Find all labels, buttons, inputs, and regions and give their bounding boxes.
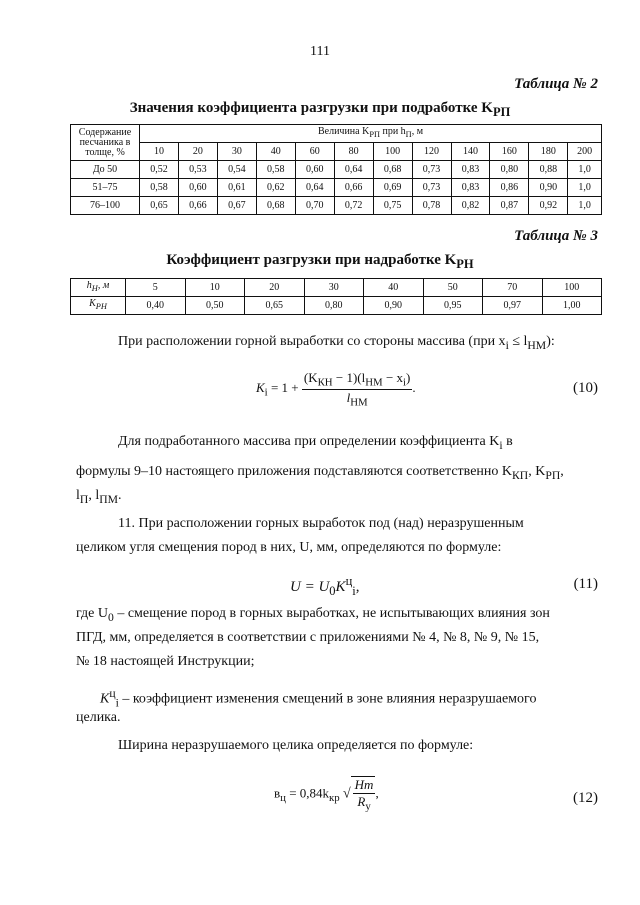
table3-col-header: 70 [483, 279, 543, 297]
table2-cell: 0,60 [178, 179, 217, 197]
table2-cell: 0,53 [178, 161, 217, 179]
table2-cell: 0,86 [490, 179, 529, 197]
table3-header-h: $h_Н$, м [71, 279, 126, 297]
table2-cell: 0,62 [256, 179, 295, 197]
table3-header-k: $K_{РН}$ [71, 297, 126, 315]
paragraph-2: Для подработанного массива при определении коэффициента $K_i$ в [118, 434, 513, 452]
table2-cell: 0,52 [140, 161, 179, 179]
table2-col-header: 180 [529, 143, 568, 161]
paragraph-5: 11. При расположении горных выработок под (над) неразрушенным [118, 516, 524, 531]
table3 [70, 278, 602, 315]
table2-cell: 1,0 [568, 179, 602, 197]
equation-10-number: (10) [573, 380, 598, 396]
table2-cell: 0,64 [295, 179, 334, 197]
table2-cell: 0,66 [334, 179, 373, 197]
table-row [71, 197, 602, 215]
equation-10: $K_i = 1$ + $\frac{(K_{КН} - 1)(l_{НМ} - x_i)}{l_{НМ}}$ . [256, 370, 416, 409]
table2-cell: 0,80 [490, 161, 529, 179]
table3-cell: 0,90 [364, 297, 424, 315]
table2-col-header: 140 [451, 143, 490, 161]
table2-cell: 0,73 [412, 179, 451, 197]
table3-cell: 0,95 [423, 297, 483, 315]
table3-cell: 0,97 [483, 297, 543, 315]
table3-col-header: 50 [423, 279, 483, 297]
table2-cell: 0,58 [140, 179, 179, 197]
table2-cell: 0,83 [451, 161, 490, 179]
table3-cell: 0,65 [245, 297, 305, 315]
paragraph-12: Ширина неразрушаемого целика определяется по формуле: [118, 738, 474, 753]
table2-col-header: 40 [256, 143, 295, 161]
table3-col-header: 100 [542, 279, 602, 297]
table3-cell: 0,40 [126, 297, 186, 315]
table2-title: Значения коэффициента разгрузки при подработке $K_{РП}$ [129, 100, 511, 119]
paragraph-4: $l_П$, $l_{ПМ}$. [76, 488, 122, 506]
table2-col-header: 200 [568, 143, 602, 161]
paragraph-3: формулы 9–10 настоящего приложения подставляются соответственно $K_{КП}$, $K_{РП}$, [76, 464, 564, 482]
table-row [71, 161, 602, 179]
table2 [70, 124, 602, 215]
table2-cell: 0,83 [451, 179, 490, 197]
table2-row-label: 76–100 [71, 197, 140, 215]
equation-12-number: (12) [573, 790, 598, 806]
paragraph-8: ПГД, мм, определяется в соответствии с приложениями № 4, № 8, № 9, № 15, [76, 630, 540, 645]
table3-cell: 0,80 [304, 297, 364, 315]
table2-label: Таблица № 2 [514, 76, 598, 92]
table2-cell: 0,82 [451, 197, 490, 215]
table2-cell: 0,68 [256, 197, 295, 215]
table3-label: Таблица № 3 [514, 228, 598, 244]
table-row [71, 179, 602, 197]
table2-cell: 0,72 [334, 197, 373, 215]
page-number: 111 [310, 44, 330, 59]
equation-12: $в_ц = 0,84k_{кр}$ √ $\frac{Hm}{R_у}$ , [274, 777, 379, 813]
table3-cell: 0,50 [185, 297, 245, 315]
table2-row-label: До 50 [71, 161, 140, 179]
paragraph-11: целика. [76, 710, 121, 725]
table2-cell: 0,87 [490, 197, 529, 215]
table2-cell: 0,61 [217, 179, 256, 197]
equation-11: $U = U_0K^ц_i$, [290, 574, 360, 598]
table3-title: Коэффициент разгрузки при надработке $K_{РН}$ [166, 252, 474, 271]
table2-cell: 0,78 [412, 197, 451, 215]
table2-cell: 0,60 [295, 161, 334, 179]
table2-cell: 0,88 [529, 161, 568, 179]
table3-cell: 1,00 [542, 297, 602, 315]
table2-cell: 0,69 [373, 179, 412, 197]
table2-cell: 0,65 [140, 197, 179, 215]
table2-cell: 1,0 [568, 197, 602, 215]
paragraph-1: При расположении горной выработки со стороны массива (при $x_i \le l_{НМ}$): [118, 334, 555, 352]
table3-col-header: 20 [245, 279, 305, 297]
table2-cell: 0,90 [529, 179, 568, 197]
table2-cell: 0,64 [334, 161, 373, 179]
table2-cell: 0,67 [217, 197, 256, 215]
table2-col-header: 100 [373, 143, 412, 161]
table2-col-header: 10 [140, 143, 179, 161]
paragraph-9: № 18 настоящей Инструкции; [76, 654, 255, 669]
table2-col-group: Величина $K_{РП}$ при $h_П$, м [140, 125, 602, 143]
table2-cell: 0,70 [295, 197, 334, 215]
table3-col-header: 30 [304, 279, 364, 297]
paragraph-7: где $U_0$ – смещение пород в горных выработках, не испытывающих влияния зон [76, 606, 550, 624]
table2-col-header: 120 [412, 143, 451, 161]
table2-cell: 0,73 [412, 161, 451, 179]
table2-cell: 0,75 [373, 197, 412, 215]
table2-cell: 0,54 [217, 161, 256, 179]
table2-cell: 0,92 [529, 197, 568, 215]
table2-row-header: Содержание песчаника в толще, % [71, 125, 140, 161]
equation-11-number: (11) [573, 576, 598, 592]
table2-col-header: 30 [217, 143, 256, 161]
table3-col-header: 10 [185, 279, 245, 297]
table2-row-label: 51–75 [71, 179, 140, 197]
table3-col-header: 40 [364, 279, 424, 297]
table3-col-header: 5 [126, 279, 186, 297]
table2-cell: 1,0 [568, 161, 602, 179]
table2-col-header: 80 [334, 143, 373, 161]
table2-cell: 0,66 [178, 197, 217, 215]
paragraph-6: целиком угля смещения пород в них, U, мм, определяются по формуле: [76, 540, 502, 555]
table2-col-header: 20 [178, 143, 217, 161]
paragraph-10: $K^ц_i$ – коэффициент изменения смещений в зоне влияния неразрушаемого [100, 687, 537, 710]
table2-col-header: 160 [490, 143, 529, 161]
table2-cell: 0,68 [373, 161, 412, 179]
table2-col-header: 60 [295, 143, 334, 161]
table2-cell: 0,58 [256, 161, 295, 179]
